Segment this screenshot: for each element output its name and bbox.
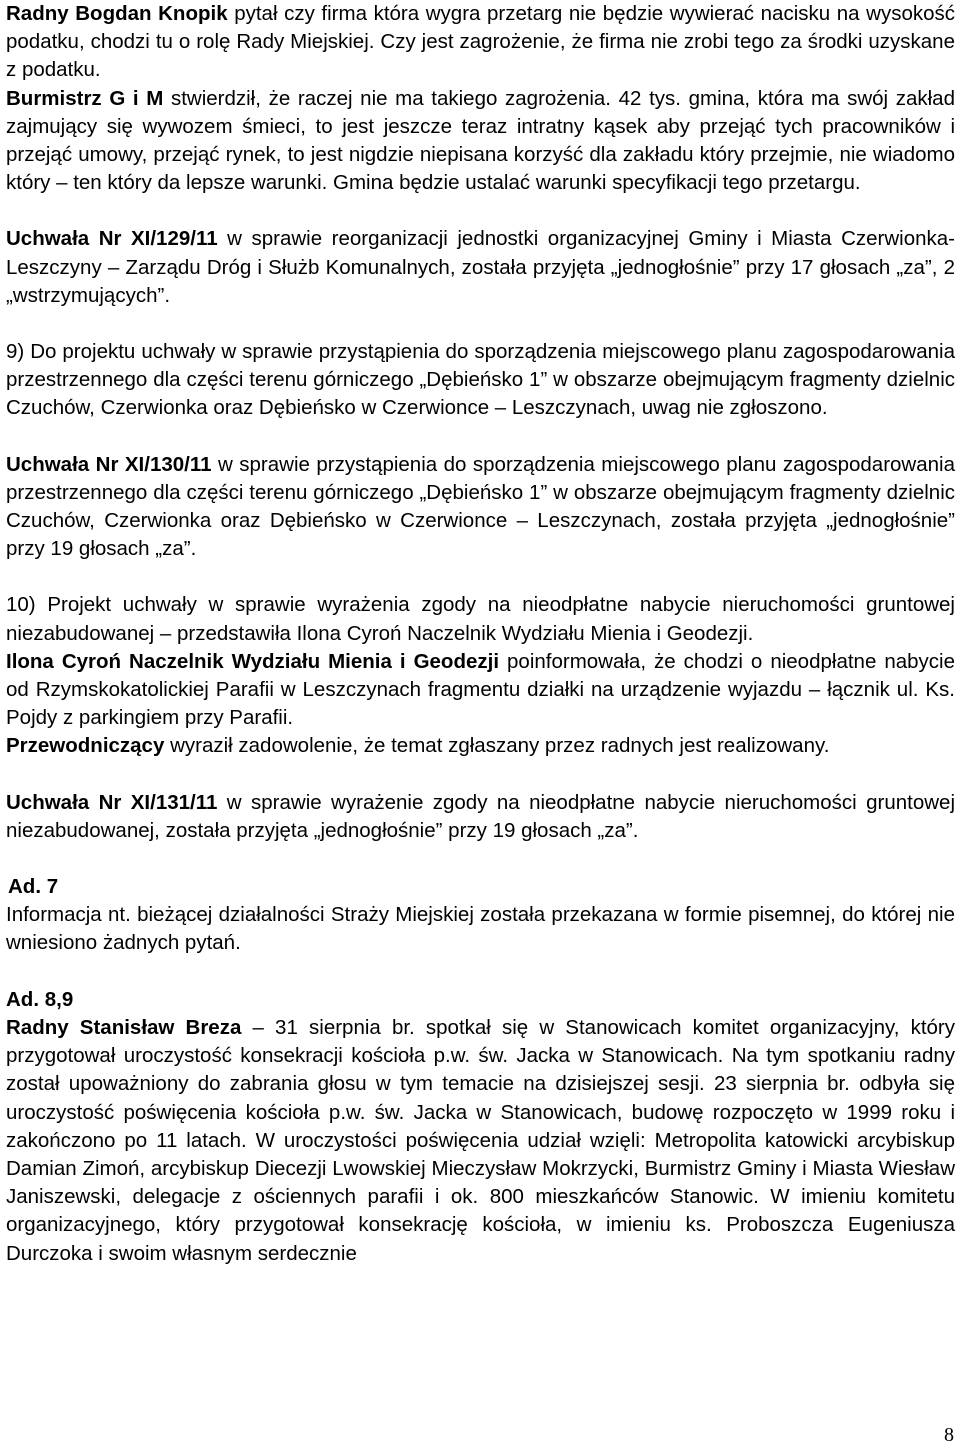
section-heading-ad8-9: Ad. 8,9 [6,987,74,1011]
paragraph-text: w sprawie reorganizacji jednostki organizacyjnej Gminy i Miasta Czerwionka-Leszczyny – Zarządu Dróg i Służb Komunalnych, została przyjęta „jednogłośnie” przy 17 głosach „za”, 2 „wstrzymujących”. [6,227,955,307]
paragraph-straz-miejska [6,901,955,957]
paragraph-text: Informacja nt. bieżącej działalności Straży Miejskiej została przekazana w formie pisemnej, do której nie wniesiono żadnych pytań. [6,903,955,955]
paragraph-text: 9) Do projektu uchwały w sprawie przystąpienia do sporządzenia miejscowego planu zagospodarowania przestrzennego dla części terenu górniczego „Dębieńsko 1” w obszarze obejmującym fragmenty dzielnic Czuchów, Czerwionka oraz Dębieńsko w Czerwionce – Leszczynach, uwag nie zgłoszono. [6,340,955,420]
speaker-name: Burmistrz G i M [6,86,164,110]
paragraph-text: w sprawie przystąpienia do sporządzenia miejscowego planu zagospodarowania przestrzennego dla części terenu górniczego „Dębieńsko 1” w obszarze obejmującym fragmenty dzielnic Czuchów, Czerwionka oraz Dębieńsko w Czerwionce – Leszczynach, została przyjęta „jednogłośnie” przy 19 głosach „za”. [6,452,955,561]
resolution-129 [6,225,955,310]
paragraph-chairman [6,732,955,760]
resolution-number: Uchwała Nr XI/130/11 [6,452,212,476]
paragraph-text: – 31 sierpnia br. spotkał się w Stanowicach komitet organizacyjny, który przygotował uroczystość konsekracji kościoła p.w. św. Jacka w Stanowicach. Na tym spotkaniu radny został upoważniony do zabrania głosu w tym temacie na dzisiejszej sesji. 23 sierpnia br. odbyła się uroczystość poświęcenia kościoła p.w. św. Jacka w Stanowicach, budowę rozpoczęto w 1999 roku i zakończono po 11 latach. W uroczystości poświęcenia udział wzięli: Metropolita katowicki arcybiskup Damian Zimoń, arcybiskup Diecezji Lwowskiej Mieczysław Mokrzycki, Burmistrz Gminy i Miasta Wiesław Janiszewski, delegacje z ościennych parafii i ok. 800 mieszkańców Stanowic. W imieniu komitetu organizacyjnego, który przygotował konsekrację kościoła, w imieniu ks. Proboszcza Eugeniusza Durczoka i swoim własnym serdecznie [6,1015,955,1265]
paragraph-text: pytał czy firma która wygra przetarg nie będzie wywierać nacisku na wysokość podatku, chodzi tu o rolę Rady Miejskiej. Czy jest zagrożenie, że firma nie zrobi tego za środki uzyskane z podatku. [6,2,956,82]
section-heading-ad7: Ad. 7 [8,875,59,899]
resolution-131 [6,789,955,845]
speaker-name: Radny Stanisław Breza [6,1015,242,1039]
resolution-130 [6,451,955,564]
paragraph-text: stwierdził, że raczej nie ma takiego zagrożenia. 42 tys. gmina, która ma swój zakład zajmujący się wywozem śmieci, to jest jeszcze teraz intratny kąsek aby przejąć tych pracowników i przejąć umowy, przejąć rynek, to jest nigdzie niepisana korzyść dla zakładu który przejmie, nie wiadomo który – ten który da lepsze warunki. Gmina będzie ustalać warunki specyfikacji tego przetargu. [6,86,955,195]
speaker-name: Ilona Cyroń Naczelnik Wydziału Mienia i Geodezji [6,649,500,673]
speaker-name: Przewodniczący [6,734,165,758]
paragraph-breza [6,1014,955,1268]
resolution-number: Uchwała Nr XI/131/11 [6,790,218,814]
agenda-item-9 [6,338,955,423]
speaker-name: Radny Bogdan Knopik [6,2,228,25]
paragraph-knopik-question [6,0,955,197]
paragraph-text: w sprawie wyrażenie zgody na nieodpłatne nabycie nieruchomości gruntowej niezabudowanej, została przyjęta „jednogłośnie” przy 19 głosach „za”. [6,790,955,842]
paragraph-cyron-info [6,648,955,733]
page-number: 8 [944,1424,954,1446]
agenda-item-10 [6,591,955,647]
paragraph-text: 10) Projekt uchwały w sprawie wyrażenia zgody na nieodpłatne nabycie nieruchomości gruntowej niezabudowanej – przedstawiła Ilona Cyroń Naczelnik Wydziału Mienia i Geodezji. [6,593,955,645]
document-page [6,0,955,1268]
paragraph-text: wyraził zadowolenie, że temat zgłaszany przez radnych jest realizowany. [164,734,830,758]
resolution-number: Uchwała Nr XI/129/11 [6,227,218,251]
paragraph-text: poinformowała, że chodzi o nieodpłatne nabycie od Rzymskokatolickiej Parafii w Leszczynach fragmentu działki na urządzenie wyjazdu – łącznik ul. Ks. Pojdy z parkingiem przy Parafii. [6,649,955,730]
